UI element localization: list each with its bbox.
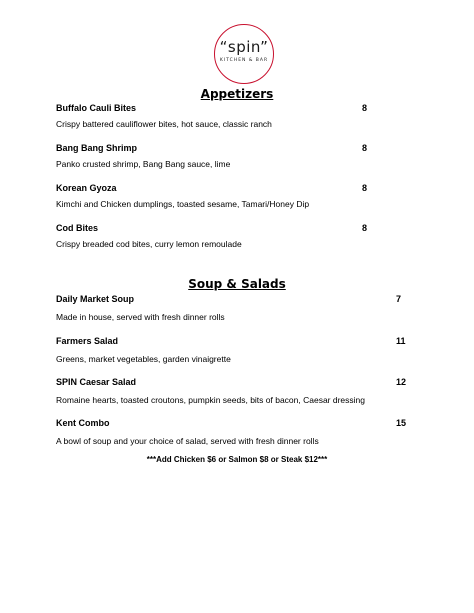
item-description: Crispy battered cauliflower bites, hot sauce, classic ranch xyxy=(56,119,272,129)
menu-item-cod-bites xyxy=(56,223,416,250)
menu-item-daily-market-soup xyxy=(56,294,416,323)
item-name: Farmers Salad xyxy=(56,336,119,346)
item-description: Crispy breaded cod bites, curry lemon remoulade xyxy=(56,239,242,249)
menu-item-bang-bang-shrimp xyxy=(56,143,416,170)
item-price: 15 xyxy=(396,418,407,428)
item-name: Korean Gyoza xyxy=(56,183,117,193)
menu-item-farmers-salad xyxy=(56,336,416,365)
item-description: Romaine hearts, toasted croutons, pumpkin seeds, bits of bacon, Caesar dressing xyxy=(56,395,366,405)
item-description: Panko crusted shrimp, Bang Bang sauce, lime xyxy=(56,159,231,169)
menu-item-korean-gyoza xyxy=(56,183,416,210)
menu-item-kent-combo xyxy=(56,418,416,447)
add-protein-note: ***Add Chicken $6 or Salmon $8 or Steak $12*** xyxy=(146,455,328,464)
logo-subtitle: KITCHEN & BAR xyxy=(219,58,269,63)
item-price: 7 xyxy=(396,294,402,304)
item-price: 12 xyxy=(396,377,407,387)
soup-salads-heading: Soup & Salads xyxy=(188,277,286,291)
restaurant-logo xyxy=(214,24,274,84)
item-description: Kimchi and Chicken dumplings, toasted sesame, Tamari/Honey Dip xyxy=(56,199,310,209)
item-description: A bowl of soup and your choice of salad, served with fresh dinner rolls xyxy=(56,436,319,446)
item-name: Buffalo Cauli Bites xyxy=(56,103,137,113)
item-name: Daily Market Soup xyxy=(56,294,135,304)
item-price: 8 xyxy=(362,183,368,193)
item-price: 8 xyxy=(362,103,368,113)
menu-item-buffalo-cauli-bites xyxy=(56,103,416,130)
menu-item-spin-caesar-salad xyxy=(56,377,416,406)
item-name: Cod Bites xyxy=(56,223,99,233)
item-description: Greens, market vegetables, garden vinaigrette xyxy=(56,354,231,364)
item-description: Made in house, served with fresh dinner rolls xyxy=(56,312,225,322)
logo-wordmark: “spin” xyxy=(219,38,269,56)
item-price: 11 xyxy=(396,336,406,346)
item-name: SPIN Caesar Salad xyxy=(56,377,137,387)
item-price: 8 xyxy=(362,143,368,153)
item-name: Kent Combo xyxy=(56,418,110,428)
item-price: 8 xyxy=(362,223,368,233)
appetizers-heading: Appetizers xyxy=(200,87,274,101)
item-name: Bang Bang Shrimp xyxy=(56,143,138,153)
